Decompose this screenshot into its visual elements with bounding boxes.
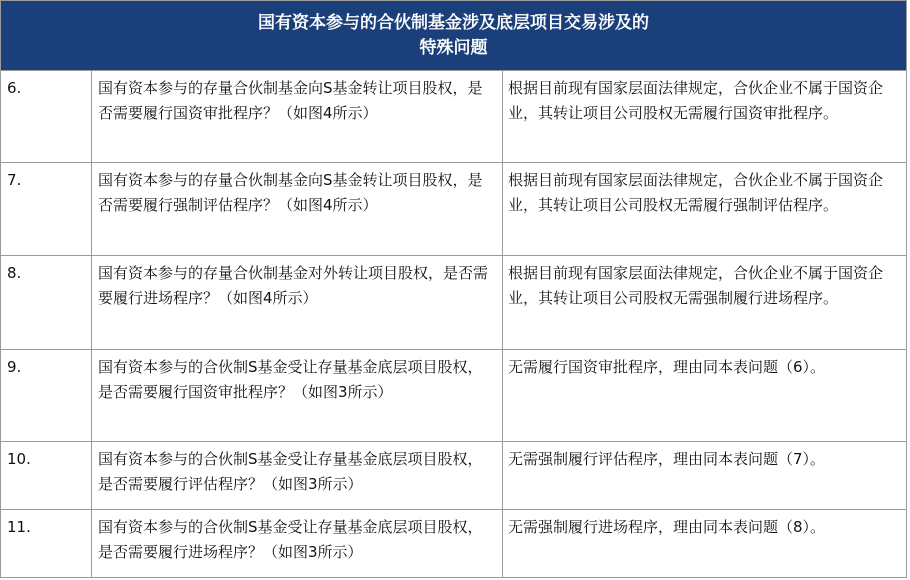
question-cell: 国有资本参与的合伙制S基金受让存量基金底层项目股权，是否需要履行评估程序？（如图3所示） [92,442,503,510]
table-title [1,1,907,71]
table-row [1,256,907,350]
question-cell: 国有资本参与的存量合伙制基金对外转让项目股权，是否需要履行进场程序？（如图4所示） [92,256,503,350]
row-number: 10. [1,442,92,510]
table-row [1,71,907,163]
answer-cell: 无需履行国资审批程序，理由同本表问题（6）。 [503,350,907,442]
table-header-row [1,1,907,71]
table-title-line-2: 特殊问题 [419,37,488,58]
row-number: 8. [1,256,92,350]
row-number: 7. [1,163,92,256]
table-row [1,350,907,442]
table-row [1,510,907,578]
row-number: 9. [1,350,92,442]
answer-cell: 无需强制履行评估程序，理由同本表问题（7）。 [503,442,907,510]
table-row [1,163,907,256]
answer-cell: 根据目前现有国家层面法律规定，合伙企业不属于国资企业，其转让项目公司股权无需履行强制评估程序。 [503,163,907,256]
answer-cell: 根据目前现有国家层面法律规定，合伙企业不属于国资企业，其转让项目公司股权无需履行国资审批程序。 [503,71,907,163]
question-cell: 国有资本参与的存量合伙制基金向S基金转让项目股权，是否需要履行国资审批程序？（如图4所示） [92,71,503,163]
answer-cell: 根据目前现有国家层面法律规定，合伙企业不属于国资企业，其转让项目公司股权无需强制履行进场程序。 [503,256,907,350]
row-number: 6. [1,71,92,163]
question-cell: 国有资本参与的合伙制S基金受让存量基金底层项目股权，是否需要履行国资审批程序？（如图3所示） [92,350,503,442]
question-cell: 国有资本参与的合伙制S基金受让存量基金底层项目股权，是否需要履行进场程序？（如图3所示） [92,510,503,578]
table-title-line-1: 国有资本参与的合伙制基金涉及底层项目交易涉及的 [258,12,650,33]
row-number: 11. [1,510,92,578]
answer-cell: 无需强制履行进场程序，理由同本表问题（8）。 [503,510,907,578]
table-row [1,442,907,510]
question-cell: 国有资本参与的存量合伙制基金向S基金转让项目股权，是否需要履行强制评估程序？（如图4所示） [92,163,503,256]
